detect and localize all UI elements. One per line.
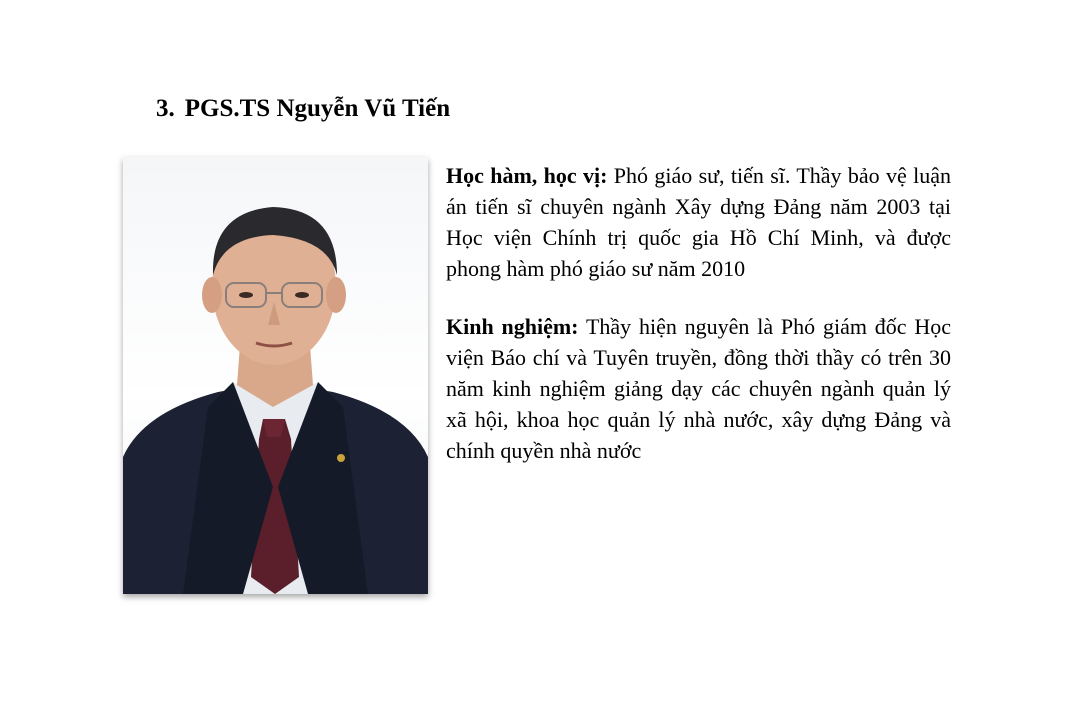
experience-label: Kinh nghiệm: [446, 314, 579, 339]
experience-paragraph [446, 311, 951, 466]
academic-title-label: Học hàm, học vị: [446, 163, 608, 188]
academic-title-paragraph [446, 160, 951, 284]
profile-text [446, 160, 951, 493]
portrait-photo [123, 157, 428, 594]
section-number: 3. [156, 95, 175, 122]
academic-title-text: Phó giáo sư, tiến sĩ. Thầy bảo vệ luận án tiến sĩ chuyên ngành Xây dựng Đảng năm 2003 tại Học viện Chính trị quốc gia Hồ Chí Minh, và được phong hàm phó giáo sư năm 2010 [446, 163, 951, 281]
page-title [156, 94, 450, 124]
person-name: PGS.TS Nguyễn Vũ Tiến [184, 95, 451, 122]
experience-text: Thầy hiện nguyên là Phó giám đốc Học viện Báo chí và Tuyên truyền, đồng thời thầy có trên 30 năm kinh nghiệm giảng dạy các chuyên ngành quản lý xã hội, khoa học quản lý nhà nước, xây dựng Đảng và chính quyền nhà nước [446, 314, 951, 463]
